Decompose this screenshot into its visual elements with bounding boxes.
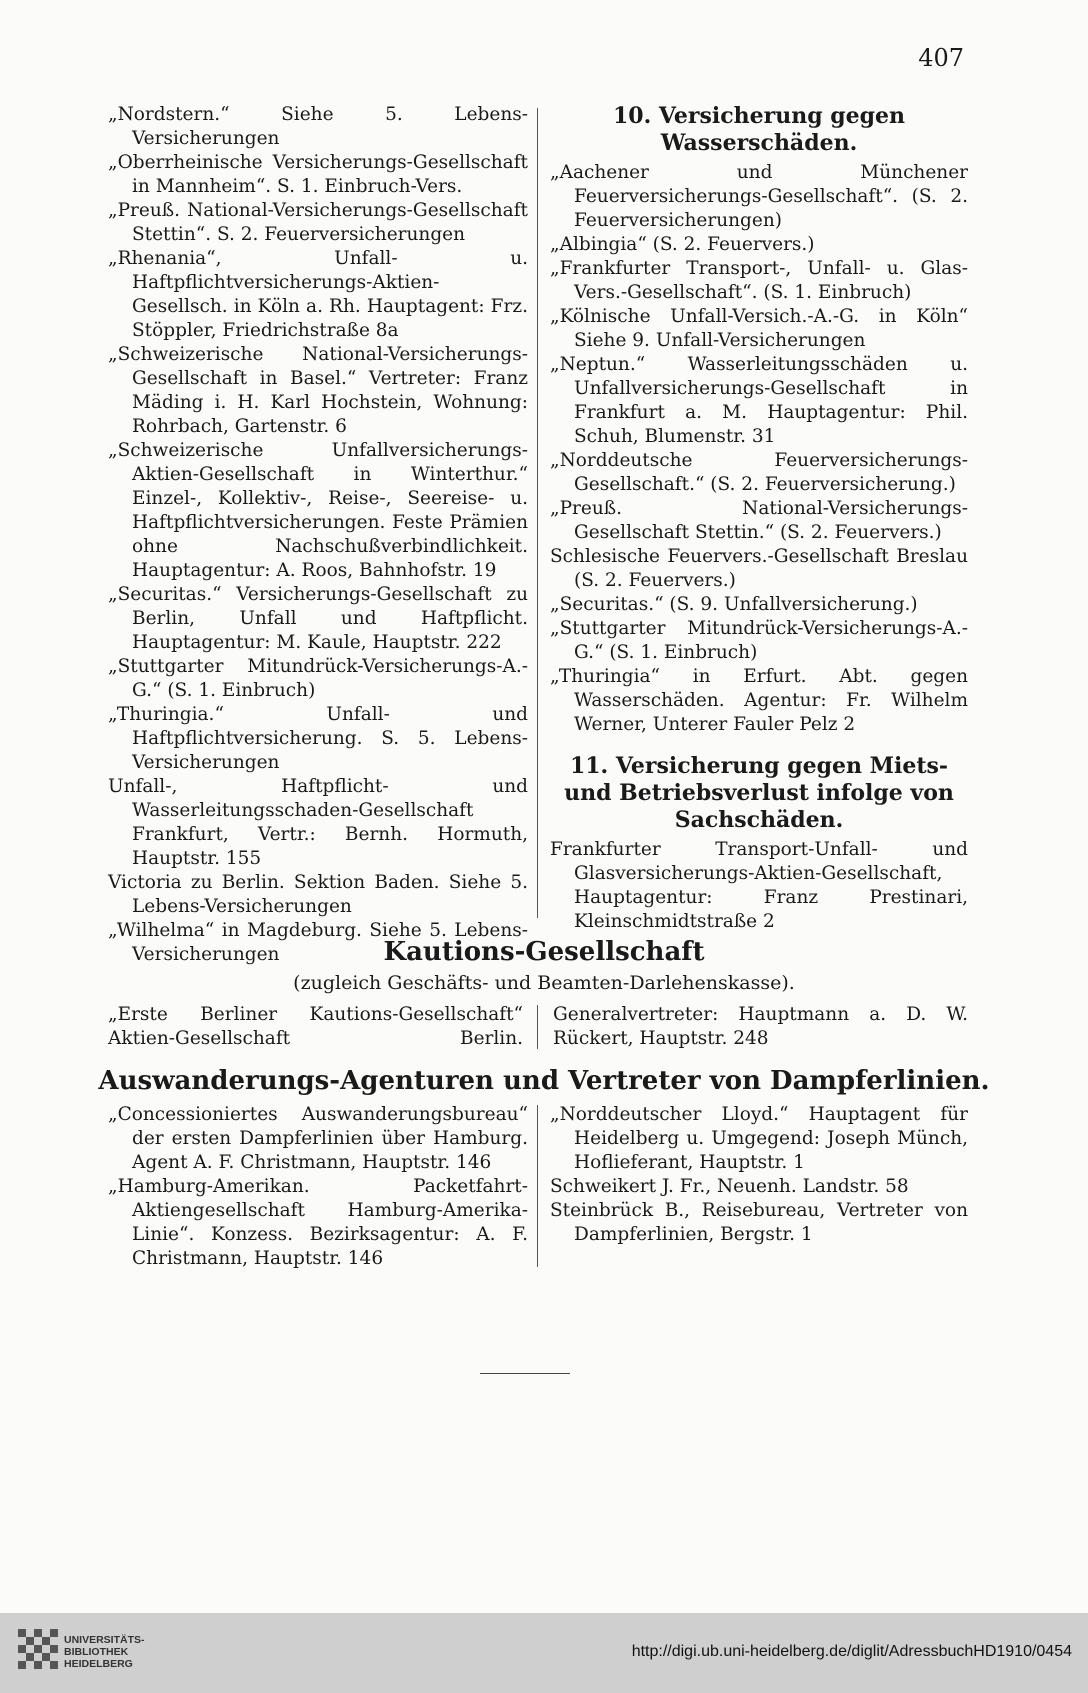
entry: „Securitas.“ (S. 9. Unfallversicherung.) — [550, 594, 918, 615]
entry: Unfall-, Haftpflicht- und Wasserleitungsschaden-Gesellschaft Frankfurt, Vertr.: Bernh. Hormuth, Hauptstr. 155 — [108, 776, 528, 869]
entry: „Wilhelma“ in Magdeburg. Siehe 5. Lebens-Versicherungen — [108, 920, 528, 965]
section-11-entries — [550, 838, 968, 934]
kautions-entry: „Erste Berliner Kautions-Gesellschaft“ Aktien-Gesellschaft Berlin. Generalvertreter: Hauptmann a. D. W. Rückert, Hauptstr. 248 — [108, 1004, 968, 1049]
entry: „Albingia“ (S. 2. Feuervers.) — [550, 234, 815, 255]
entry: „Schweizerische National-Versicherungs-Gesellschaft in Basel.“ Vertreter: Franz Mäding i. H. Karl Hochstein, Wohnung: Rohrbach, Gartenstr. 6 — [108, 344, 528, 437]
column-divider-auswanderung — [537, 1105, 538, 1267]
end-rule — [480, 1373, 570, 1374]
entry: „Preuß. National-Versicherungs-Gesellschaft Stettin“. S. 2. Feuerversicherungen — [108, 200, 528, 245]
auswanderung-title: Auswanderungs-Agenturen und Vertreter von Dampferlinien. — [98, 1066, 990, 1096]
entry: „Thuringia“ in Erfurt. Abt. gegen Wasserschäden. Agentur: Fr. Wilhelm Werner, Unterer Fauler Pelz 2 — [550, 666, 968, 735]
entry: „Oberrheinische Versicherungs-Gesellschaft in Mannheim“. S. 1. Einbruch-Vers. — [108, 152, 528, 197]
section-10-title: 10. Versicherung gegen Wasserschäden. — [612, 103, 906, 156]
entry: „Securitas.“ Versicherungs-Gesellschaft zu Berlin, Unfall und Haftpflicht. Hauptagentur: M. Kaule, Hauptstr. 222 — [108, 584, 528, 653]
entry: „Norddeutscher Lloyd.“ Hauptagent für Heidelberg u. Umgegend: Joseph Münch, Hoflieferant, Hauptstr. 1 — [550, 1104, 968, 1173]
section-10-entries — [550, 161, 968, 737]
kautions-title: Kautions-Gesellschaft — [383, 937, 705, 967]
source-url[interactable]: http://digi.ub.uni-heidelberg.de/diglit/AdressbuchHD1910/0454 — [631, 1643, 1072, 1660]
entry: „Concessioniertes Auswanderungsbureau“ der ersten Dampferlinien über Hamburg. Agent A. F. Christmann, Hauptstr. 146 — [108, 1104, 528, 1173]
entry: Victoria zu Berlin. Sektion Baden. Siehe 5. Lebens-Versicherungen — [108, 872, 528, 917]
entry: „Aachener und Münchener Feuerversicherungs-Gesellschaft“. (S. 2. Feuerversicherungen) — [550, 162, 968, 231]
entry: Schlesische Feuervers.-Gesellschaft Breslau (S. 2. Feuervers.) — [550, 546, 968, 591]
entry: „Stuttgarter Mitundrück-Versicherungs-A.-G.“ (S. 1. Einbruch) — [108, 656, 528, 701]
entry: „Kölnische Unfall-Versich.-A.-G. in Köln“ Siehe 9. Unfall-Versicherungen — [550, 306, 968, 351]
right-column — [550, 103, 968, 934]
entry: „Thuringia.“ Unfall- und Haftpflichtversicherung. S. 5. Lebens-Versicherungen — [108, 704, 528, 773]
entry: „Nordstern.“ Siehe 5. Lebens-Versicherungen — [108, 104, 528, 149]
column-divider-top — [537, 108, 538, 918]
column-divider-kautions — [537, 1005, 538, 1049]
auswanderung-left — [108, 1103, 528, 1271]
entry: „Schweizerische Unfallversicherungs-Aktien-Gesellschaft in Winterthur.“ Einzel-, Kollektiv-, Reise-, Seereise- u. Haftpflichtversicherungen. Feste Prämien ohne Nachschußverbindlichkeit. Hauptagentur: A. Roos, Bahnhofstr. 19 — [108, 440, 528, 581]
entry: „Preuß. National-Versicherungs-Gesellschaft Stettin.“ (S. 2. Feuervers.) — [550, 498, 968, 543]
entry: „Neptun.“ Wasserleitungsschäden u. Unfallversicherungs-Gesellschaft in Frankfurt a. M. Hauptagentur: Phil. Schuh, Blumenstr. 31 — [550, 354, 968, 447]
entry: „Stuttgarter Mitundrück-Versicherungs-A.-G.“ (S. 1. Einbruch) — [550, 618, 968, 663]
auswanderung-right — [550, 1103, 968, 1247]
entry: „Hamburg-Amerikan. Packetfahrt-Aktiengesellschaft Hamburg-Amerika-Linie“. Konzess. Bezirksagentur: A. F. Christmann, Hauptstr. 146 — [108, 1176, 528, 1269]
footer-bar — [0, 1613, 1088, 1693]
entry: „Rhenania“, Unfall- u. Haftpflichtversicherungs-Aktien-Gesellsch. in Köln a. Rh. Hauptagent: Frz. Stöppler, Friedrichstraße 8a — [108, 248, 528, 341]
page-number: 407 — [918, 44, 964, 72]
left-column — [108, 103, 528, 967]
library-logo-icon — [18, 1629, 58, 1669]
library-name: UNIVERSITÄTS- BIBLIOTHEK HEIDELBERG — [64, 1634, 145, 1670]
entry: Frankfurter Transport-Unfall- und Glasversicherungs-Aktien-Gesellschaft, Hauptagentur: Franz Prestinari, Kleinschmidtstraße 2 — [550, 839, 968, 932]
kautions-subtitle: (zugleich Geschäfts- und Beamten-Darlehenskasse). — [293, 972, 795, 994]
kautions-left — [108, 1003, 968, 1051]
entry: Steinbrück B., Reisebureau, Vertreter von Dampferlinien, Bergstr. 1 — [550, 1200, 968, 1245]
entry: „Frankfurter Transport-, Unfall- u. Glas-Vers.-Gesellschaft“. (S. 1. Einbruch) — [550, 258, 968, 303]
entry: Schweikert J. Fr., Neuenh. Landstr. 58 — [550, 1176, 909, 1197]
section-11-title: 11. Versicherung gegen Miets- und Betriebsverlust infolge von Sachschäden. — [564, 753, 954, 833]
entry: „Norddeutsche Feuerversicherungs-Gesellschaft.“ (S. 2. Feuerversicherung.) — [550, 450, 968, 495]
